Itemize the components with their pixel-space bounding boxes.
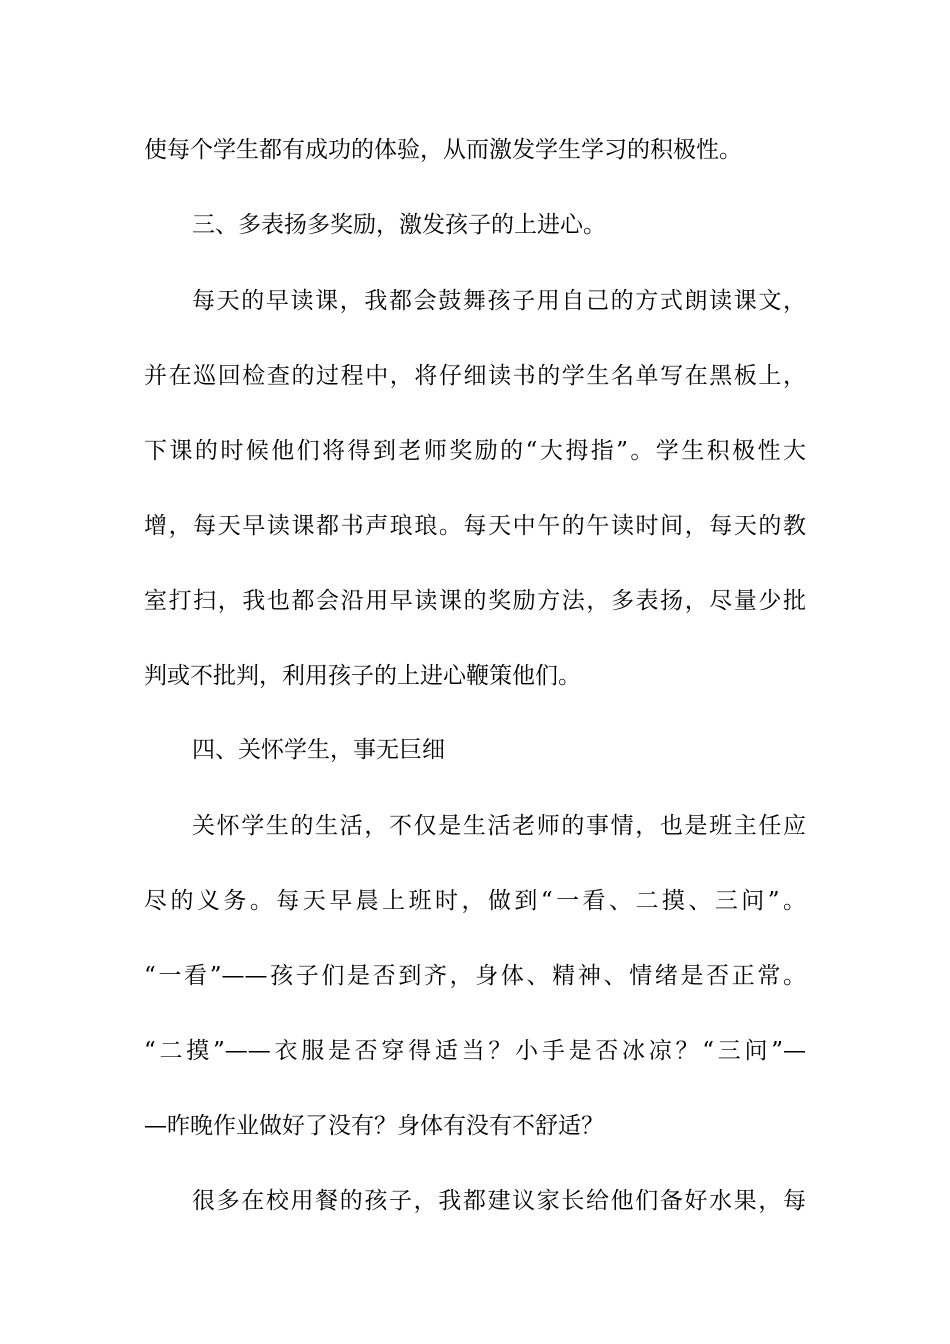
paragraph-line-8: 判或不批判，利用孩子的上进心鞭策他们。 xyxy=(144,663,581,689)
paragraph-line-4: 并在巡回检查的过程中，将仔细读书的学生名单写在黑板上， xyxy=(144,363,806,389)
paragraph-line-15: 很多在校用餐的孩子，我都建议家长给他们备好水果，每 xyxy=(192,1188,806,1214)
paragraph-line-6: 增，每天早读课都书声琅琅。每天中午的午读时间，每天的教 xyxy=(144,513,806,539)
paragraph-line-5: 下课的时候他们将得到老师奖励的“大拇指”。学生积极性大 xyxy=(144,438,806,464)
paragraph-line-7: 室打扫，我也都会沿用早读课的奖励方法，多表扬，尽量少批 xyxy=(144,588,806,614)
paragraph-line-10: 关怀学生的生活，不仅是生活老师的事情，也是班主任应 xyxy=(192,813,806,839)
paragraph-line-12: “一看”——孩子们是否到齐，身体、精神、情绪是否正常。 xyxy=(144,963,806,989)
paragraph-line-13: “二摸”——衣服是否穿得适当？小手是否冰凉？“三问”— xyxy=(144,1038,806,1064)
paragraph-line-11: 尽的义务。每天早晨上班时，做到“一看、二摸、三问”。 xyxy=(144,888,806,914)
section-heading-3: 三、多表扬多奖励，激发孩子的上进心。 xyxy=(192,212,606,238)
section-heading-4: 四、关怀学生，事无巨细 xyxy=(192,737,445,763)
paragraph-line-3: 每天的早读课，我都会鼓舞孩子用自己的方式朗读课文， xyxy=(192,288,806,314)
paragraph-line-1: 使每个学生都有成功的体验，从而激发学生学习的积极性。 xyxy=(144,137,742,163)
paragraph-line-14: —昨晚作业做好了没有？身体有没有不舒适？ xyxy=(144,1113,604,1139)
